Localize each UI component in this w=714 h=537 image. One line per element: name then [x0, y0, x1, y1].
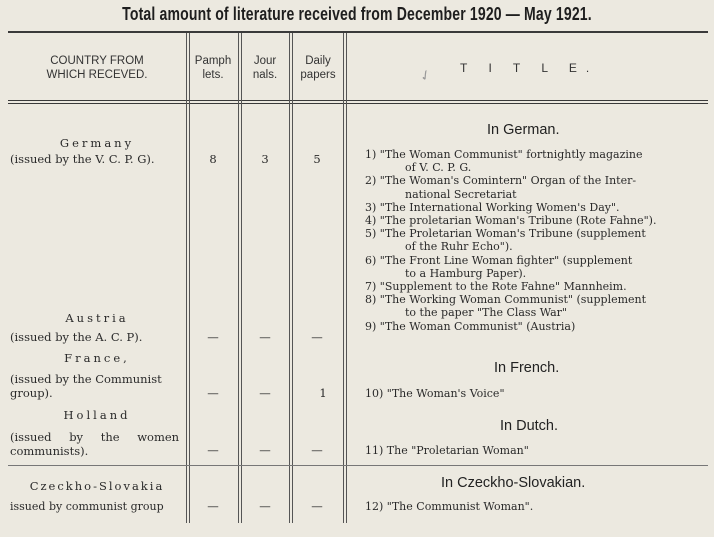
- daily-count: —: [311, 330, 323, 344]
- journals-count: —: [259, 330, 271, 344]
- country-issuer: group).: [10, 386, 53, 400]
- header-daily-line: Daily: [305, 55, 331, 67]
- country-name: Austria: [65, 311, 129, 325]
- journals-count: —: [259, 443, 271, 457]
- header-daily-line: papers: [300, 69, 336, 81]
- title-item-cont: national Secretariat: [405, 187, 517, 201]
- row-separator: [8, 465, 708, 466]
- country-issuer: (issued by the V. C. P. G).: [10, 152, 155, 166]
- title-item: 3) "The International Working Women's Day".: [365, 200, 620, 214]
- pencil-mark: ✓: [416, 66, 435, 86]
- language-heading: In Dutch.: [500, 418, 559, 434]
- document-title: Total amount of literature received from December 1920 — May 1921.: [122, 4, 592, 24]
- country-issuer: (issued by the A. C. P).: [10, 330, 143, 344]
- column-divider: [238, 33, 239, 523]
- country-issuer: (issued by the Communist: [10, 372, 162, 386]
- header-journals-line: nals.: [252, 69, 278, 81]
- header-country: [10, 54, 184, 82]
- country-issuer: issued by communist group: [10, 500, 164, 513]
- title-item: 7) "Supplement to the Rote Fahne" Mannheim.: [365, 280, 627, 294]
- pamphlets-count: —: [207, 499, 219, 513]
- header-country-line: WHICH RECEVED.: [46, 69, 148, 81]
- header-pamphlets: [189, 54, 237, 82]
- title-item: 8) "The Working Woman Communist" (supplement: [365, 293, 647, 307]
- daily-count: —: [311, 499, 323, 513]
- title-item-cont: of V. C. P. G.: [405, 161, 472, 175]
- title-item: 6) "The Front Line Woman fighter" (supplement: [365, 253, 633, 267]
- title-item: 1) "The Woman Communist" fortnightly magazine: [365, 148, 643, 161]
- title-item: 5) "The Proletarian Woman's Tribune (supplement: [365, 227, 646, 241]
- title-item: 9) "The Woman Communist" (Austria): [365, 319, 576, 333]
- journals-count: —: [259, 499, 271, 513]
- daily-count: —: [311, 443, 323, 457]
- column-divider: [289, 33, 290, 523]
- title-item-cont: of the Ruhr Echo").: [405, 240, 513, 254]
- pamphlets-count: 8: [209, 152, 217, 166]
- header-journals-line: Jour: [253, 55, 277, 67]
- title-item-cont: to a Hamburg Paper).: [405, 266, 527, 280]
- title-item: 2) "The Woman's Comintern" Organ of the Inter-: [365, 174, 637, 188]
- header-title: T I T L E.: [460, 61, 599, 75]
- title-item: 4) "The proletarian Woman's Tribune (Rote Fahne").: [365, 214, 657, 228]
- header-country-line: COUNTRY FROM: [50, 55, 144, 67]
- header-pamphlets-line: lets.: [202, 69, 224, 81]
- column-divider: [343, 33, 344, 523]
- journals-count: —: [259, 386, 271, 400]
- header-daily: [293, 54, 343, 82]
- title-item-cont: to the paper "The Class War": [405, 306, 567, 320]
- daily-count: 5: [313, 152, 321, 166]
- header-pamphlets-line: Pamph: [194, 55, 232, 67]
- german-title-list: [365, 148, 656, 333]
- daily-count: 1: [319, 386, 327, 400]
- country-issuer: communists).: [10, 444, 89, 458]
- issuer-text: (issued by the women: [10, 430, 180, 444]
- pamphlets-count: —: [207, 330, 219, 344]
- country-issuer: [10, 431, 188, 444]
- country-name: Germany: [59, 136, 135, 150]
- title-item: 10) "The Woman's Voice": [365, 387, 505, 400]
- country-name: France,: [64, 351, 130, 365]
- pamphlets-count: —: [207, 386, 219, 400]
- language-heading: In Czeckho-Slovakian.: [441, 475, 586, 491]
- country-name: Holland: [63, 408, 131, 422]
- title-item: 12) "The Communist Woman".: [365, 500, 534, 513]
- journals-count: 3: [261, 152, 269, 166]
- title-item: 11) The "Proletarian Woman": [365, 444, 529, 457]
- language-heading: In French.: [494, 360, 560, 376]
- language-heading: In German.: [487, 122, 560, 138]
- header-journals: [242, 54, 288, 82]
- pamphlets-count: —: [207, 443, 219, 457]
- top-rule: [8, 31, 708, 33]
- country-name: Czeckho-Slovakia: [29, 479, 165, 493]
- header-rule: [8, 100, 708, 101]
